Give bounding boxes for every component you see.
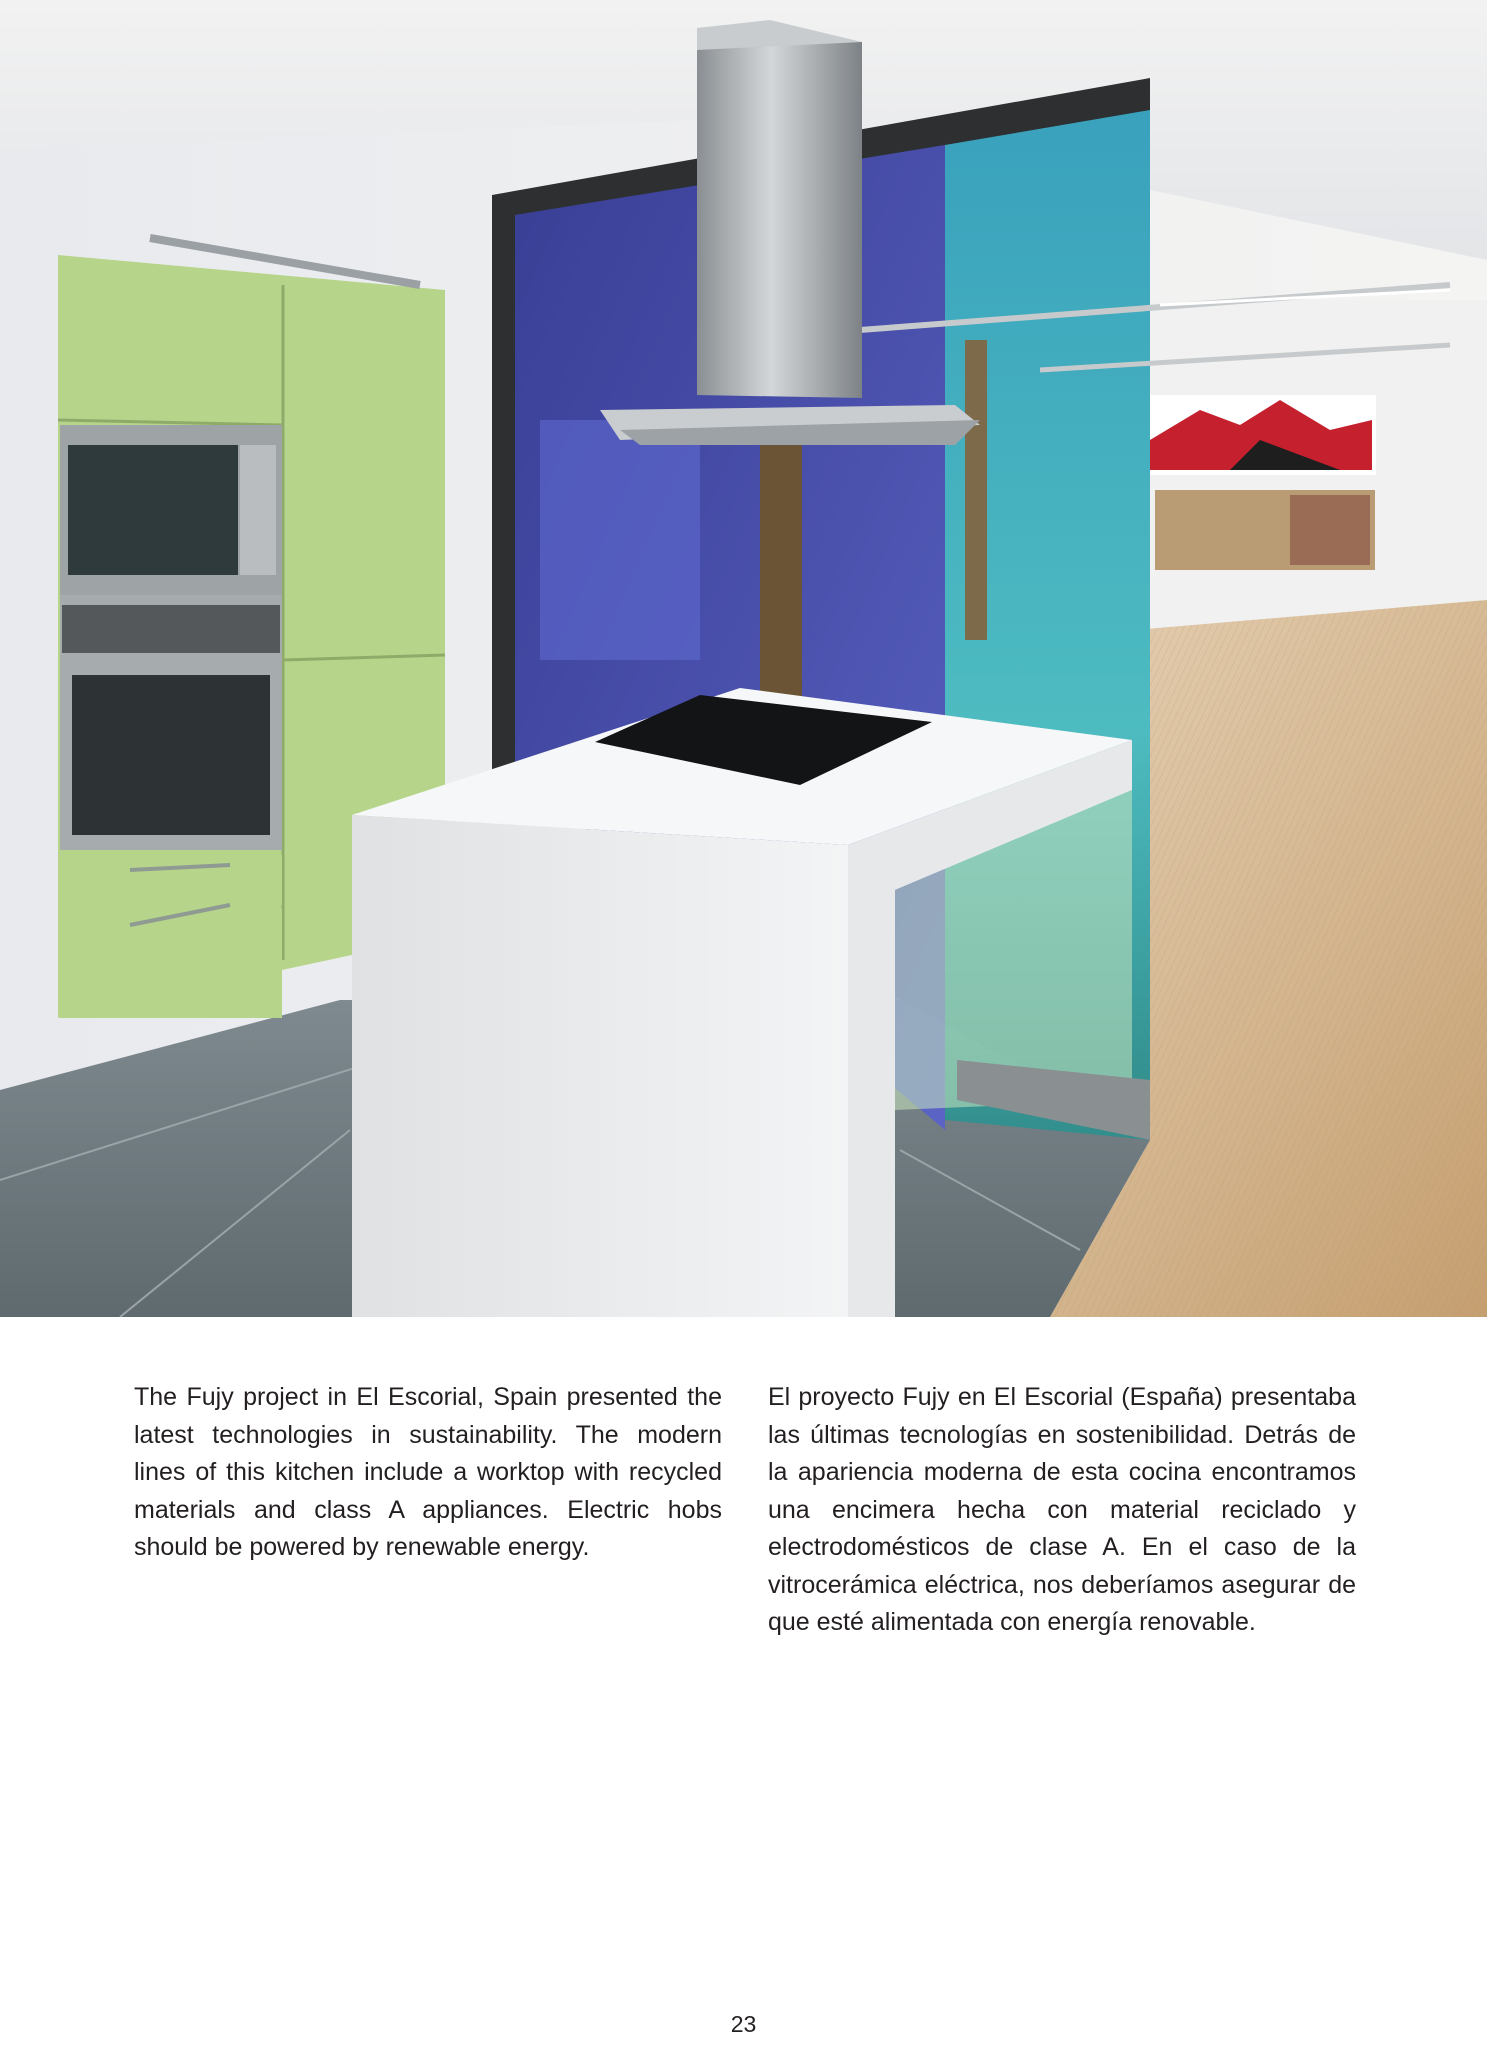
- spanish-paragraph: El proyecto Fujy en El Escorial (España) presentaba las últimas tecnologías en sostenibilidad. Detrás de la apariencia moderna de esta cocina encontramos una encimera hecha con material reciclado y electrodomésticos de clase A. En el caso de la vitrocerámica eléctrica, nos deberíamos asegurar de que esté alimentada con energía renovable.: [768, 1383, 1356, 1636]
- page-number: 23: [730, 2011, 757, 2037]
- english-paragraph: The Fujy project in El Escorial, Spain presented the latest technologies in sustainability. The modern lines of this kitchen include a worktop with recycled materials and class A appliances. Electric hobs should be powered by renewable energy.: [134, 1383, 722, 1561]
